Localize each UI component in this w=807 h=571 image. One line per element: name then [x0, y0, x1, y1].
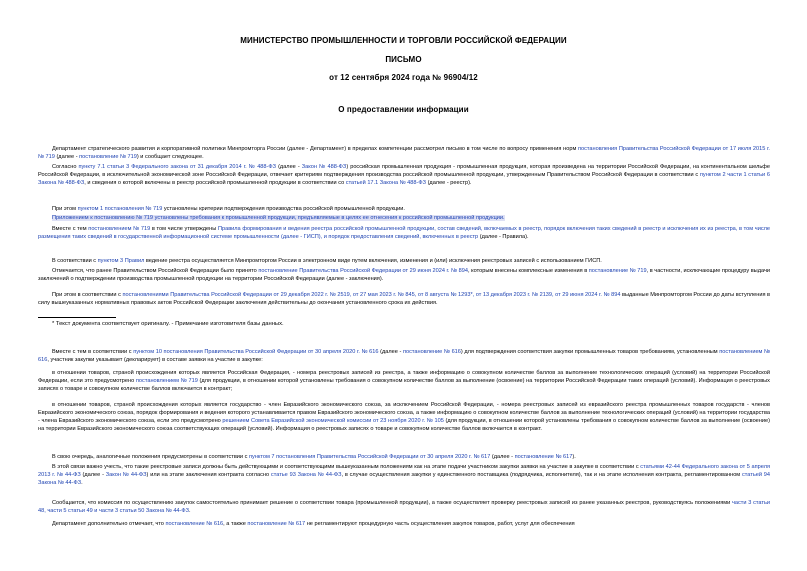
link-719-resolution[interactable]: постановлением № 719 — [88, 226, 151, 232]
link-resolutions-list[interactable]: постановлениями Правительства Российской Федерации от 29 декабря 2022 г. № 2519, от 27 мая 2023 г. № 845, от 8 августа № 1293*, от 13 декабря 2023 г. № 2139, от 29 июня 2024 г. № 894 — [122, 292, 621, 298]
link-617-point-7[interactable]: пунктом 7 постановления Правительства Российской Федерации от 30 апреля 2020 г. № 617 — [248, 454, 491, 460]
paragraph-9: Вместе с тем в соответствии с пунктом 10 постановления Правительства Российской Федерации от 30 апреля 2020 г. № 616 (далее - постановление № 616) для подтверждения соответствия закупки промышленных товаров требованиям, установленным постановлением № 616, участник закупки указывает (декларирует) в составе заявки на участие в закупке: — [38, 349, 771, 363]
footnote: * Текст документа соответствует оригиналу. - Примечание изготовителя базы данных. — [52, 321, 284, 327]
paragraph-7: Отмечается, что ранее Правительством Российской Федерации было принято постановление Правительства Российской Федерации от 29 июня 2024 г. № 894, которым внесены комплексные изменения в постановление № 719, в частности, исключающие процедуру выдачи заключений о подтверждении производства промышленной продукции на территории Российской Федерации (далее - заключения). — [38, 268, 770, 282]
paragraph-4 — [38, 215, 770, 223]
ministry-heading: МИНИСТЕРСТВО ПРОМЫШЛЕННОСТИ И ТОРГОВЛИ РОССИЙСКОЙ ФЕДЕРАЦИИ — [240, 36, 567, 45]
link-registry-rules[interactable]: Правила формирования и ведения реестра российской промышленной продукции, состав сведений, включаемых в реестр, порядок включения таких сведений в реестр и исключения их из реестра, в том числе размещения таких сведений в государственной информационной системе промышленности (далее - ГИСП), и порядок предоставления сведений, включенных в реестр — [38, 226, 771, 240]
paragraph-3: При этом пунктом 1 постановления № 719 установлены критерии подтверждения производства российской промышленной продукции. — [52, 206, 405, 212]
link-law-44-art94[interactable]: статьей 94 Закона № 44-ФЗ — [38, 471, 770, 486]
link-719-appendix[interactable]: Приложением к постановлению № 719 установлены требования к промышленной продукции, предъявляемые в целях ее отнесения к российской промышленной продукции. — [52, 215, 505, 221]
link-resolution-616-c[interactable]: постановление № 616 — [165, 521, 224, 527]
document-type: ПИСЬМО — [385, 55, 422, 64]
link-resolution-719-short[interactable]: постановление № 719 — [79, 153, 137, 160]
paragraph-12: В свою очередь, аналогичные положения предусмотрены в соответствии с пунктом 7 постановления Правительства Российской Федерации от 30 апреля 2020 г. № 617 (далее - постановление № 617). — [52, 454, 576, 460]
link-resolution-719-b[interactable]: постановление № 719 — [588, 268, 647, 274]
paragraph-5: Вместе с тем постановлением № 719 в том числе утверждены Правила формирования и ведения реестра российской промышленной продукции, состав сведений, включаемых в реестр, порядок включения таких сведений в реестр и исключения их из реестра, в том числе размещения таких сведений в государственной информационной системе промышленности (далее - ГИСП), и порядок предоставления сведений, включенных в реестр (далее - Правила). — [38, 226, 771, 240]
paragraph-13: В этой связи важно учесть, что такие реестровые записи должны быть действующими и соответствующими вышеуказанным положениям как на этапе подачи участником закупки заявки на участие в закупке в соответствии с статьями 42-44 Федерального закона от 5 апреля 2013 г. № 44-ФЗ (далее - Закон № 44-ФЗ) или на этапе заключения контракта согласно статье 93 Закона № 44-ФЗ, в случае осуществления закупки у единственного поставщика (подрядчика, исполнителя), так и на этапе исполнения контракта, регламентированном статьей 94 Закона № 44-ФЗ. — [38, 464, 770, 486]
footnote-divider — [38, 317, 116, 318]
link-resolution-617[interactable]: постановление № 617 — [514, 454, 573, 460]
paragraph-8: При этом в соответствии с постановлениями Правительства Российской Федерации от 29 декабря 2022 г. № 2519, от 27 мая 2023 г. № 845, от 8 августа № 1293*, от 13 декабря 2023 г. № 2139, от 29 июня 2024 г. № 894 выданные Минпромторгом России до даты вступления в силу вышеуказанных нормативных правовых актов Российской Федерации заключения действительны до окончания установленного срока их действия. — [38, 292, 771, 306]
link-rules-point-3[interactable]: пунктом 3 Правил — [97, 258, 145, 264]
link-resolution-719[interactable]: постановления Правительства Российской Федерации от 17 июля 2015 г. № 719 — [38, 146, 770, 160]
link-law-488-art3[interactable]: пункту 7.1 статьи 3 Федерального закона от 31 декабря 2014 г. № 488-ФЗ — [78, 164, 277, 170]
link-law-44-art93[interactable]: статье 93 Закона № 44-ФЗ — [270, 471, 342, 478]
paragraph-10: в отношении товаров, страной происхождения которых является Российская Федерация, - номера реестровых записей из реестра, а также информацию о совокупном количестве баллов за выполнение технологических операций (условий) на территории Российской Федерации, если это предусмотрено постановлением № 719 (для продукции, в отношении которой установлены требования о совокупном количестве баллов за выполнение (освоение) на территории Российской Федерации таких операций (условий). Информация о реестровых записях о товаре и совокупном количестве баллов включается в контракт; — [38, 370, 770, 392]
link-law-44[interactable]: Закон № 44-ФЗ — [105, 471, 147, 478]
paragraph-2: Согласно пункту 7.1 статьи 3 Федерального закона от 31 декабря 2014 г. № 488-ФЗ (далее - Закон № 488-ФЗ) российская промышленная продукция - промышленная продукция, которая произведена на территории Российской Федерации, на континентальном шельфе Российской Федерации, в исключительной экономической зоне Российской Федерации, отвечает критериям подтверждения производства российской промышленной продукции, утвержденным Правительством Российской Федерации в соответствии с пунктом 2 части 1 статьи 6 Закона № 488-ФЗ, и сведения о которой включены в реестр российской промышленной продукции в соответствии со статьей 17.1 Закона № 488-ФЗ (далее - реестр). — [38, 164, 771, 186]
link-616-point-10[interactable]: пунктом 10 постановления Правительства Российской Федерации от 30 апреля 2020 г. № 616 — [133, 349, 379, 355]
paragraph-6: В соответствии с пунктом 3 Правил ведение реестра осуществляется Минпромторгом России в электронном виде путем включения, изменения и (или) исключения реестровых записей с использованием ГИСП. — [52, 258, 602, 264]
document-date-number: от 12 сентября 2024 года № 96904/12 — [329, 73, 478, 82]
paragraph-14: Сообщается, что комиссия по осуществлению закупок самостоятельно принимает решение о соответствии товара (промышленной продукции), а также осуществляет проверку реестровых записей из ранее указанных реестров, руководствуясь положениями части 3 статьи 48, части 5 статьи 49 и части 3 статьи 50 Закона № 44-ФЗ. — [38, 500, 770, 514]
paragraph-11: в отношении товаров, страной происхождения которых является государство - член Евразийского экономического союза, за исключением Российской Федерации, - номера реестровых записей из евразийского реестра промышленных товаров государств - членов Евразийского экономического союза, порядок формирования и ведения которого устанавливается правом Евразийского экономического союза, а также информацию о совокупном количестве баллов за выполнение технологических операций (условий) на территории государства - члена Евразийского экономического союза, если это предусмотрено решением Совета Евразийской экономической комиссии от 23 ноября 2020 г. № 105 (для продукции, в отношении которой установлены требования о совокупном количестве баллов за выполнение (освоение) на территории Евразийского экономического союза соответствующих операций (условий). Информация о реестровых записях о товаре и совокупном количестве баллов включается в контракт. — [38, 402, 770, 432]
link-law-44-articles[interactable]: части 3 статьи 48, части 5 статьи 49 и части 3 статьи 50 Закона № 44-ФЗ — [38, 500, 770, 514]
document-subject: О предоставлении информации — [338, 105, 469, 114]
link-law-488-art17[interactable]: статьей 17.1 Закона № 488-ФЗ — [345, 179, 427, 186]
link-resolution-616[interactable]: постановление № 616 — [402, 349, 461, 355]
link-resolution-617-b[interactable]: постановление № 617 — [247, 521, 306, 527]
paragraph-1: Департамент стратегического развития и корпоративной политики Минпромторга России (далее - Департамент) в пределах компетенции рассмотрел письмо в том числе по вопросу применения норм постановления Правительства Российской Федерации от 17 июля 2015 г. № 719 (далее - постановление № 719) и сообщает следующее. — [38, 146, 770, 160]
link-resolution-894[interactable]: постановление Правительства Российской Федерации от 29 июня 2024 г. № 894 — [258, 268, 468, 274]
link-law-488[interactable]: Закон № 488-ФЗ — [301, 164, 347, 170]
paragraph-15: Департамент дополнительно отмечает, что постановление № 616, а также постановление № 617 не регламентируют процедурную часть осуществления закупок товаров, работ, услуг для обеспечения — [52, 521, 575, 527]
link-719-point-1[interactable]: пунктом 1 постановления № 719 — [77, 206, 163, 212]
link-resolution-616-b[interactable]: постановлением № 616 — [38, 349, 771, 363]
link-eec-decision-105[interactable]: решением Совета Евразийской экономической комиссии от 23 ноября 2020 г. № 105 — [222, 417, 444, 424]
link-law-44-art42-44[interactable]: статьями 42-44 Федерального закона от 5 апреля 2013 г. № 44-ФЗ — [38, 464, 770, 478]
link-law-488-art6[interactable]: пунктом 2 части 1 статьи 6 Закона № 488-ФЗ — [38, 171, 770, 186]
link-resolution-719-c[interactable]: постановлением № 719 — [135, 377, 198, 384]
